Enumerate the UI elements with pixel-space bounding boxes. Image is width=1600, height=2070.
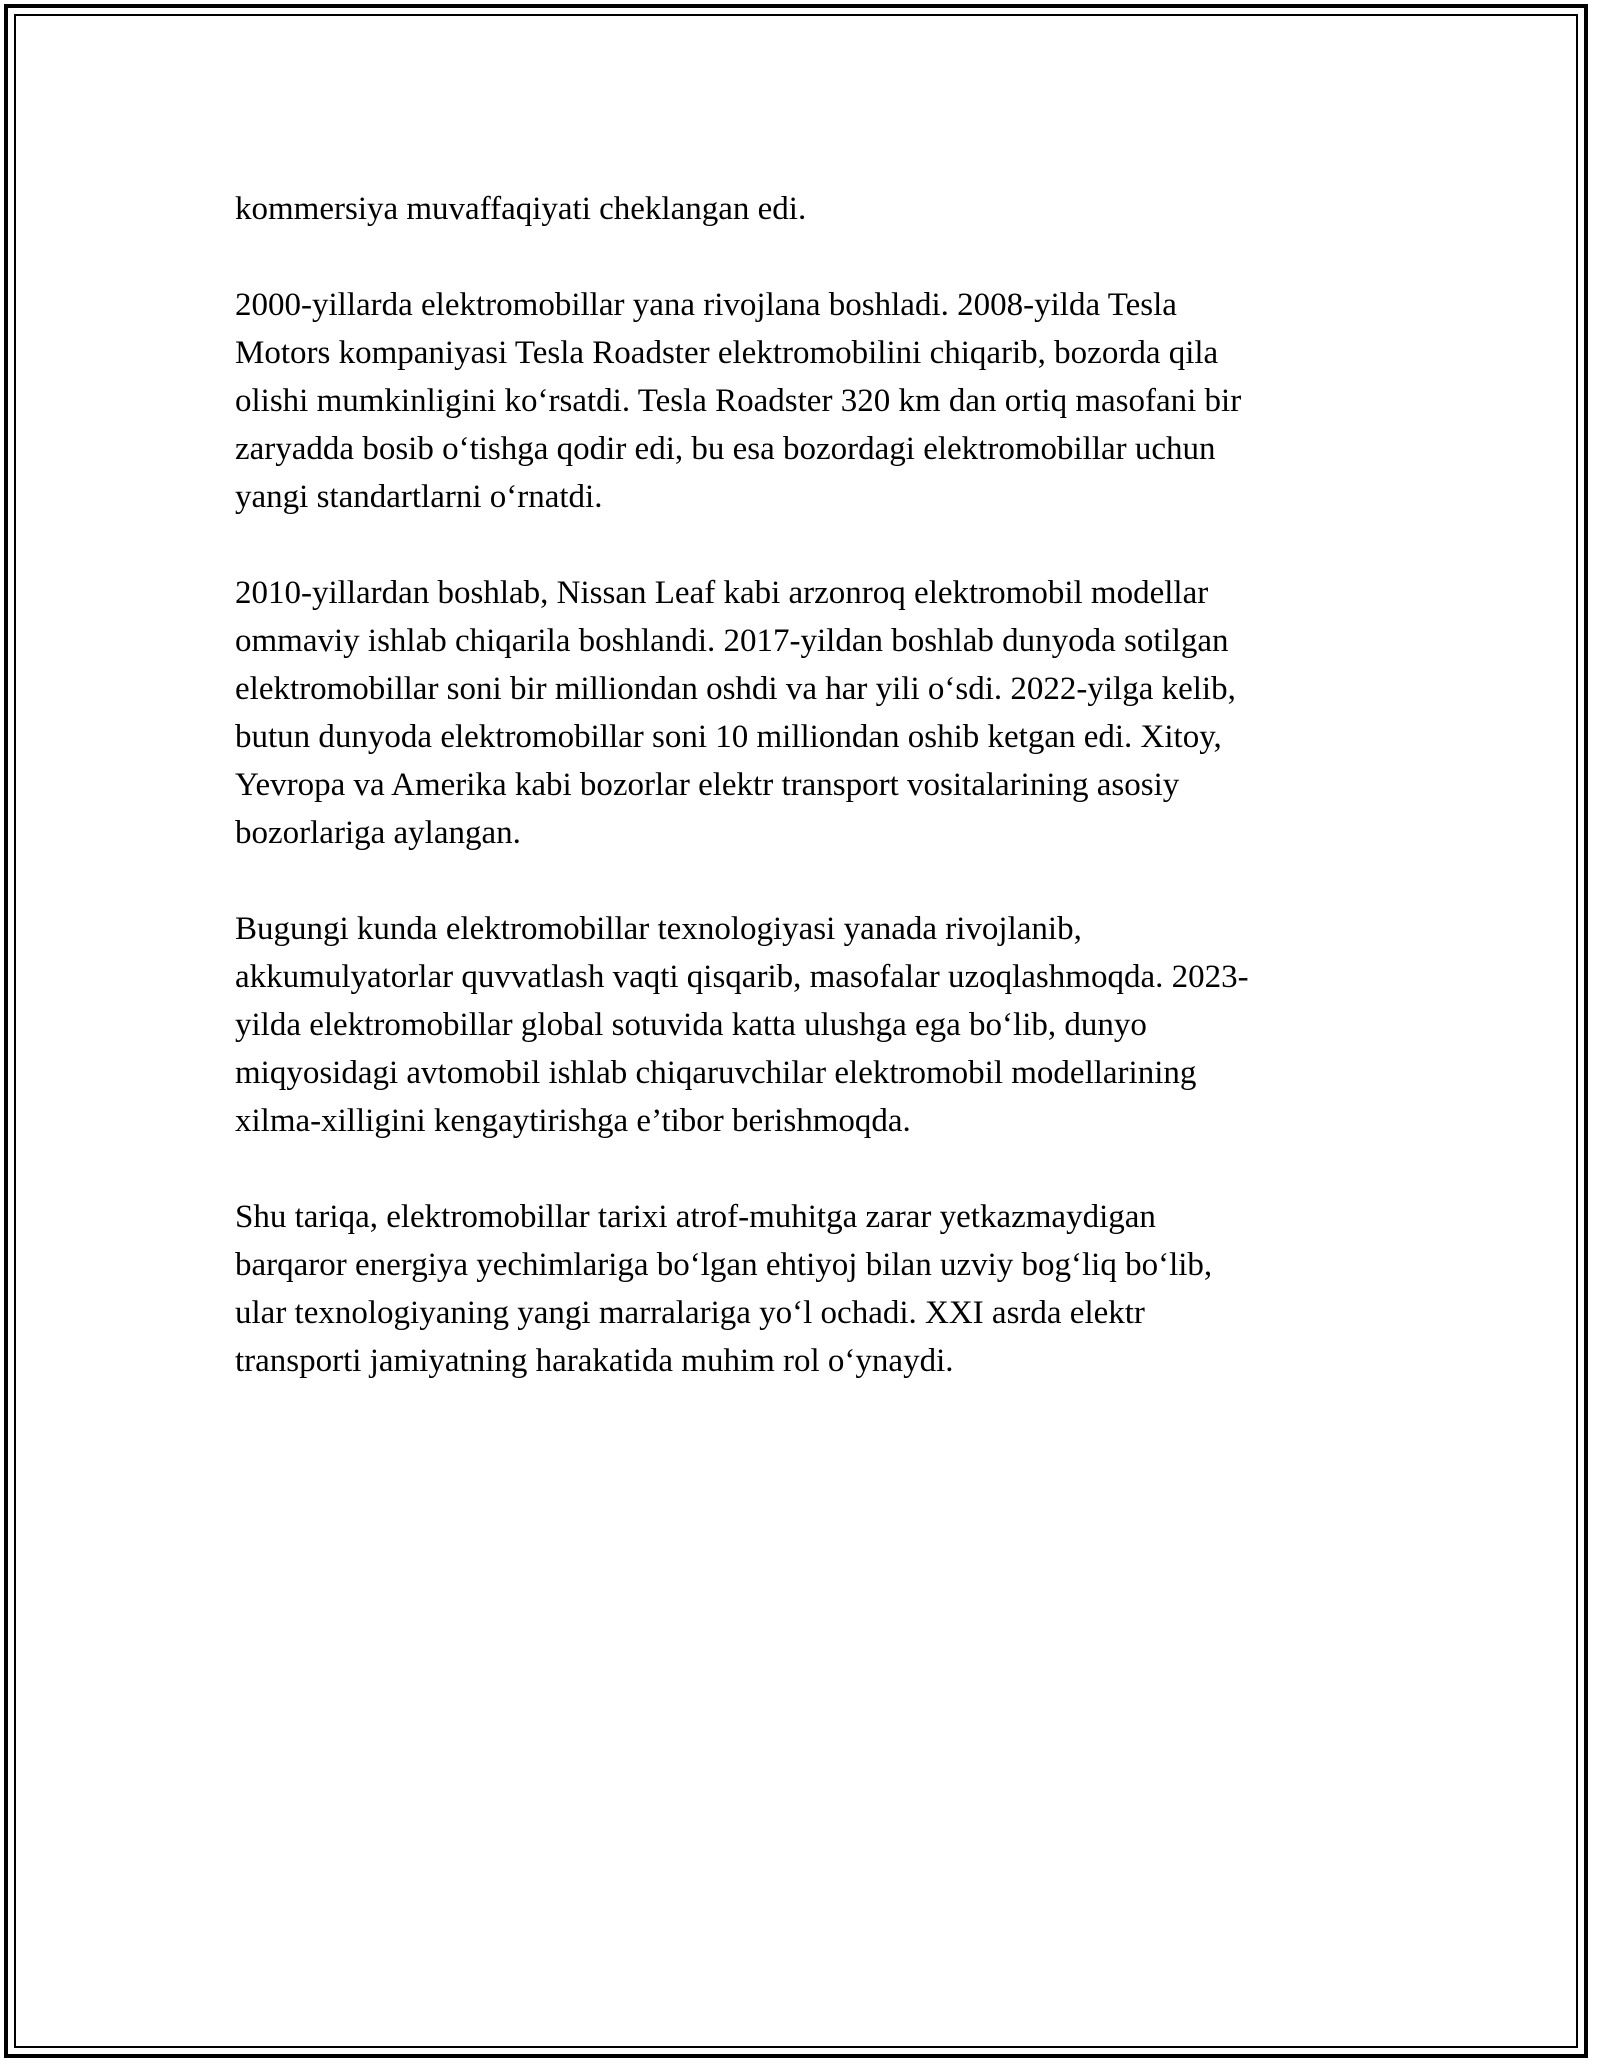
paragraph-line: transporti jamiyatning harakatida muhim rol oʻynaydi. (235, 1343, 954, 1379)
paragraph-line: yilda elektromobillar global sotuvida katta ulushga ega boʻlib, dunyo (235, 1007, 1147, 1043)
paragraph-4 (235, 905, 1375, 1145)
document-body (235, 185, 1375, 1433)
paragraph-2 (235, 281, 1375, 521)
paragraph-line: 2000-yillarda elektromobillar yana rivojlana boshladi. 2008-yilda Tesla (235, 287, 1177, 323)
paragraph-line: miqyosidagi avtomobil ishlab chiqaruvchilar elektromobil modellarining (235, 1055, 1197, 1091)
paragraph-line: Bugungi kunda elektromobillar texnologiyasi yanada rivojlanib, (235, 911, 1082, 947)
paragraph-1 (235, 185, 1375, 233)
paragraph-line: xilma-xilligini kengaytirishga e’tibor berishmoqda. (235, 1103, 911, 1139)
paragraph-line: olishi mumkinligini koʻrsatdi. Tesla Roadster 320 km dan ortiq masofani bir (235, 383, 1242, 419)
paragraph-line: Motors kompaniyasi Tesla Roadster elektromobilini chiqarib, bozorda qila (235, 335, 1219, 371)
paragraph-line: bozorlariga aylangan. (235, 815, 521, 851)
paragraph-line: elektromobillar soni bir milliondan oshdi va har yili oʻsdi. 2022-yilga kelib, (235, 671, 1236, 707)
paragraph-line: barqaror energiya yechimlariga boʻlgan ehtiyoj bilan uzviy bogʻliq boʻlib, (235, 1247, 1213, 1283)
paragraph-line: Shu tariqa, elektromobillar tarixi atrof-muhitga zarar yetkazmaydigan (235, 1199, 1156, 1235)
paragraph-5 (235, 1193, 1375, 1385)
paragraph-line: ommaviy ishlab chiqarila boshlandi. 2017-yildan boshlab dunyoda sotilgan (235, 623, 1229, 659)
paragraph-line: akkumulyatorlar quvvatlash vaqti qisqarib, masofalar uzoqlashmoqda. 2023- (235, 959, 1249, 995)
paragraph-line: ular texnologiyaning yangi marralariga yoʻl ochadi. XXI asrda elektr (235, 1295, 1145, 1331)
paragraph-line: Yevropa va Amerika kabi bozorlar elektr transport vositalarining asosiy (235, 767, 1180, 803)
paragraph-line: 2010-yillardan boshlab, Nissan Leaf kabi arzonroq elektromobil modellar (235, 575, 1209, 611)
paragraph-line: zaryadda bosib oʻtishga qodir edi, bu esa bozordagi elektromobillar uchun (235, 431, 1216, 467)
paragraph-line: yangi standartlarni oʻrnatdi. (235, 479, 603, 515)
paragraph-3 (235, 569, 1375, 857)
paragraph-line: butun dunyoda elektromobillar soni 10 milliondan oshib ketgan edi. Xitoy, (235, 719, 1222, 755)
paragraph-line: kommersiya muvaffaqiyati cheklangan edi. (235, 191, 807, 227)
